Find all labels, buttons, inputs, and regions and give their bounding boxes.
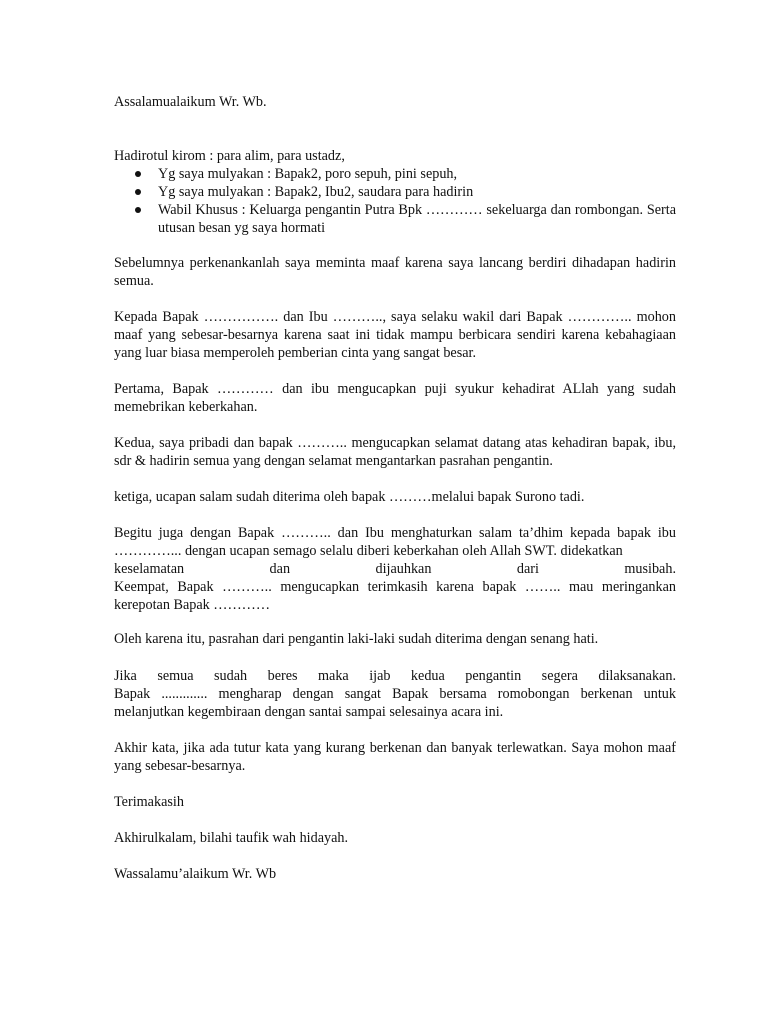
bullet-icon: [135, 171, 141, 177]
list-item: [114, 165, 676, 183]
list-item-text: Wabil Khusus : Keluarga pengantin Putra Bpk ………… sekeluarga dan rombongan. Serta utusan besan yg saya hormati: [158, 202, 676, 236]
paragraph-greetings-line-1: Begitu juga dengan Bapak ……….. dan Ibu menghaturkan salam ta’dhim kepada bapak ibu …………... dengan ucapan semago selalu diberi keberkahan oleh Allah SWT. didekatkan: [114, 525, 676, 559]
paragraph-greetings: [114, 524, 676, 614]
paragraph-accepted: Oleh karena itu, pasrahan dari pengantin laki-laki sudah diterima dengan senang hati.: [114, 631, 599, 647]
paragraph-ijab-line-1: Jika semua sudah beres maka ijab kedua pengantin segera dilaksanakan.: [114, 668, 676, 684]
paragraph-greetings-line-2: keselamatan dan dijauhkan dari musibah.: [114, 561, 676, 577]
list-item-text: Yg saya mulyakan : Bapak2, poro sepuh, pini sepuh,: [158, 166, 458, 182]
list-item: [114, 183, 676, 201]
greeting: Assalamualaikum Wr. Wb.: [114, 94, 267, 110]
closing-phrase: Akhirulkalam, bilahi taufik wah hidayah.: [114, 830, 349, 846]
list-item: [114, 201, 676, 237]
paragraph-closing: Akhir kata, jika ada tutur kata yang kurang berkenan dan banyak terlewatkan. Saya mohon maaf yang sebesar-besarnya.: [114, 740, 676, 774]
paragraph-second: Kedua, saya pribadi dan bapak ……….. mengucapkan selamat datang atas kehadiran bapak, ibu, sdr & hadirin semua yang dengan selamat mengantarkan pasrahan pengantin.: [114, 435, 676, 469]
bullet-icon: [135, 189, 141, 195]
paragraph-fourth: Keempat, Bapak ……….. mengucapkan terimkasih karena bapak …….. mau meringankan kerepotan Bapak …………: [114, 579, 676, 613]
list-item-text: Yg saya mulyakan : Bapak2, Ibu2, saudara para hadirin: [158, 184, 474, 200]
paragraph-apology: Sebelumnya perkenankanlah saya meminta maaf karena saya lancang berdiri dihadapan hadirin semua.: [114, 255, 676, 289]
honorifics-list: [114, 165, 676, 237]
address-intro: Hadirotul kirom : para alim, para ustadz,: [114, 148, 345, 164]
farewell: Wassalamu’alaikum Wr. Wb: [114, 866, 277, 882]
paragraph-ijab-rest: Bapak ............. mengharap dengan sangat Bapak bersama romobongan berkenan untuk melanjutkan kegembiraan dengan santai sampai selesainya acara ini.: [114, 686, 676, 720]
paragraph-first: Pertama, Bapak ………… dan ibu mengucapkan puji syukur kehadirat ALlah yang sudah memebrikan keberkahan.: [114, 381, 676, 415]
paragraph-third: ketiga, ucapan salam sudah diterima oleh bapak ………melalui bapak Surono tadi.: [114, 489, 585, 505]
thanks-line: Terimakasih: [114, 794, 184, 810]
paragraph-representative: Kepada Bapak ……………. dan Ibu ……….., saya selaku wakil dari Bapak ………….. mohon maaf yang sebesar-besarnya karena saat ini tidak mampu berbicara sendiri karena kebahagiaan yang luar biasa memperoleh pemberian cinta yang sangat besar.: [114, 309, 676, 361]
bullet-icon: [135, 207, 141, 213]
paragraph-ijab: [114, 667, 676, 721]
